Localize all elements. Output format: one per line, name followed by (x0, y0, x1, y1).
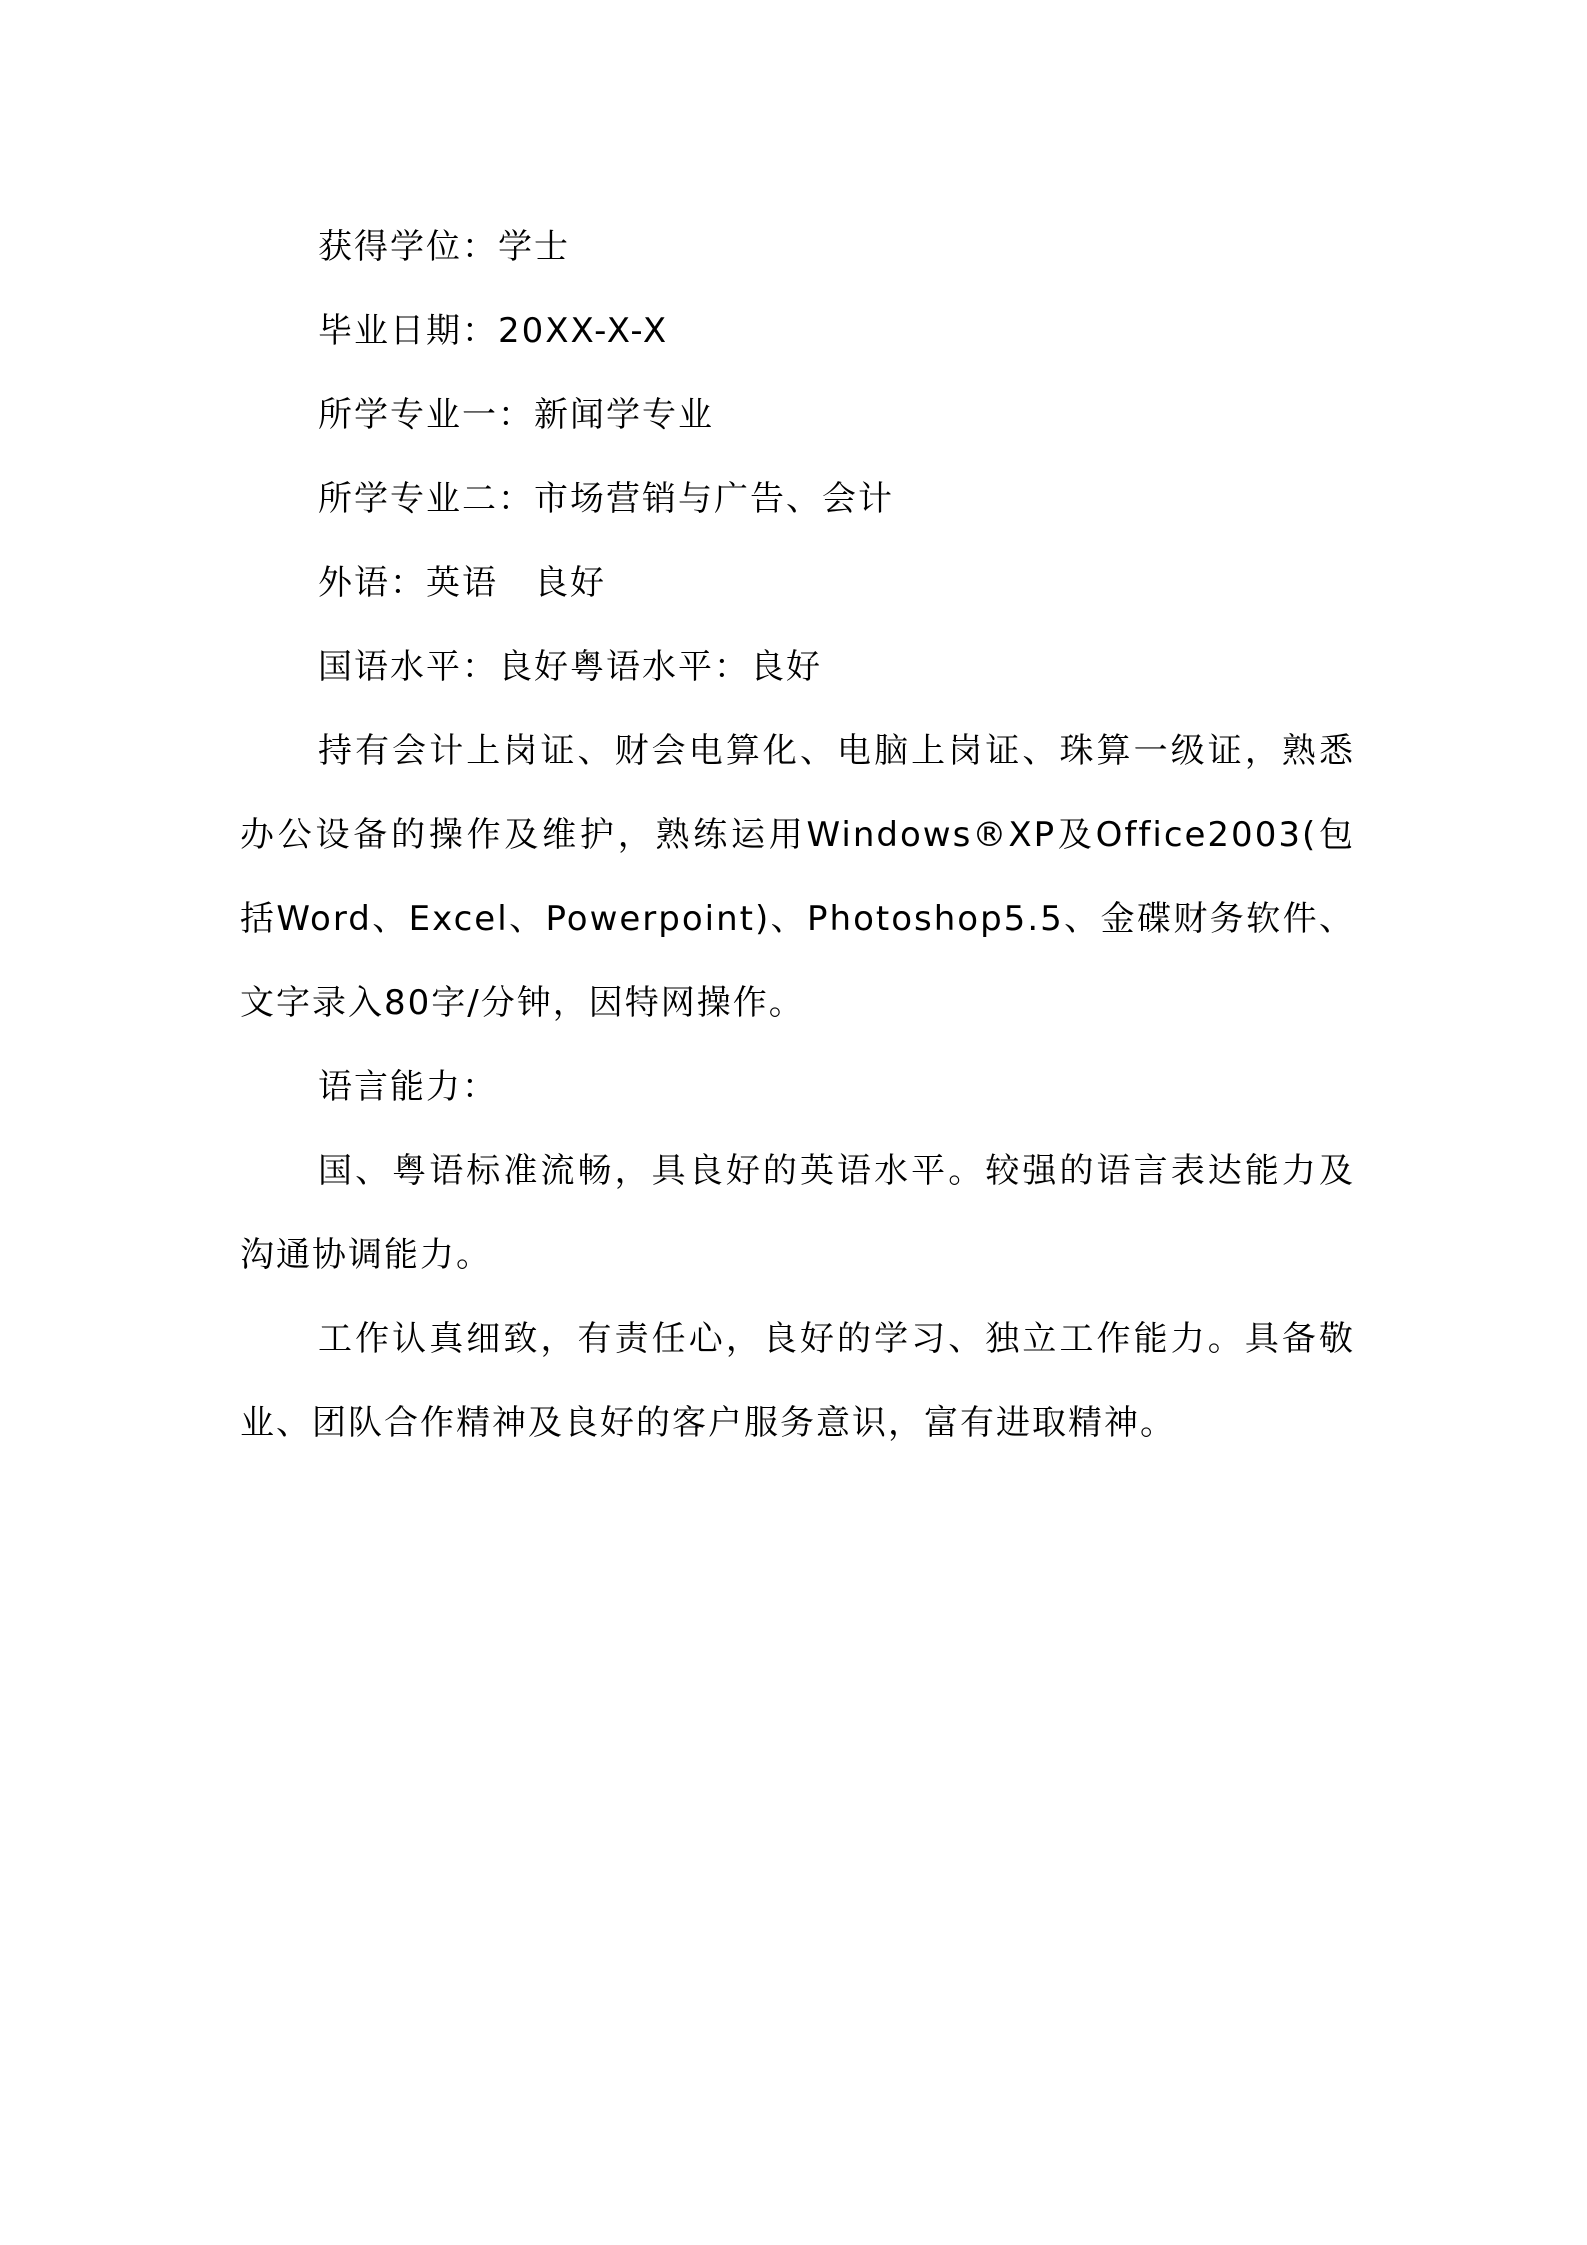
language-ability-paragraph: 国、粤语标准流畅，具良好的英语水平。较强的语言表达能力及沟通协调能力。 (240, 1151, 1355, 1275)
major-one-line: 所学专业一：新闻学专业 (318, 395, 714, 435)
major-two-line: 所学专业二：市场营销与广告、会计 (318, 479, 894, 519)
document-body (240, 205, 1355, 1465)
language-ability-heading: 语言能力： (318, 1067, 498, 1107)
skills-paragraph: 持有会计上岗证、财会电算化、电脑上岗证、珠算一级证，熟悉办公设备的操作及维护，熟练运用Windows®XP及Office2003(包括Word、Excel、Powerpoint)、Photoshop5.5、金碟财务软件、文字录入80字/分钟，因特网操作。 (240, 731, 1355, 1023)
mandarin-cantonese-line: 国语水平：良好粤语水平：良好 (318, 647, 822, 687)
foreign-language-line: 外语：英语 良好 (318, 563, 606, 603)
degree-line: 获得学位：学士 (318, 227, 570, 267)
work-attitude-paragraph: 工作认真细致，有责任心，良好的学习、独立工作能力。具备敬业、团队合作精神及良好的客户服务意识，富有进取精神。 (240, 1319, 1355, 1443)
graduation-date-line: 毕业日期：20XX-X-X (318, 311, 669, 351)
